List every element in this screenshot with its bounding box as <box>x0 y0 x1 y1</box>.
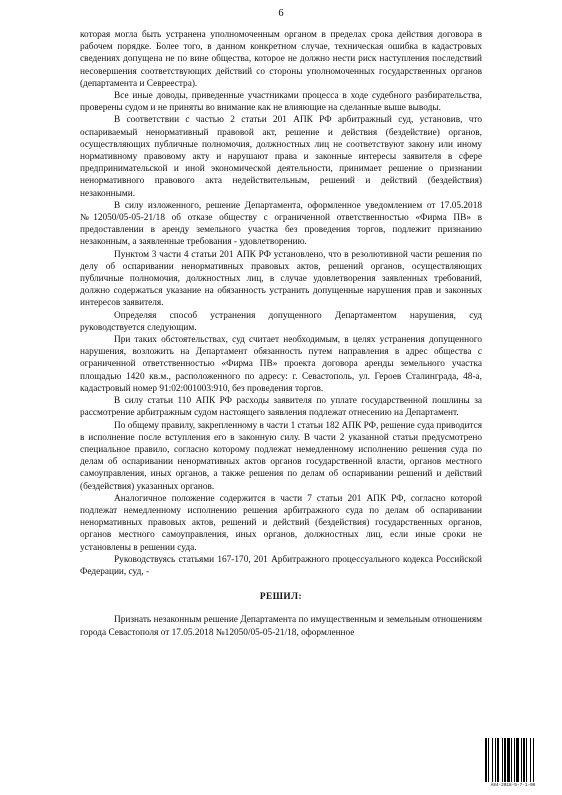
barcode-bar <box>514 738 515 782</box>
paragraph-8: В силу статьи 110 АПК РФ расходы заявителя по уплате государственной пошлины за рассмотрение арбитражным судом настоящего заявления подлежат отнесению на Департамент. <box>80 396 482 419</box>
barcode-bar <box>502 738 503 782</box>
barcode-bar <box>521 738 522 782</box>
barcode-bar <box>516 738 519 782</box>
barcode-bar <box>530 738 531 782</box>
barcode-bar <box>497 738 499 782</box>
paragraph-9: По общему правилу, закрепленному в части 1 статьи 182 АПК РФ, решение суда приводится в исполнение после вступления его в законную силу. В части 2 указанной статьи предусмотрено специальное правило, согласно которому подлежат немедленному исполнению решения суда по делам об оспаривании ненормативных актов органов государственной власти, органов местного самоуправления, иных органов, а также решения по делам об оспаривании решений и действий (бездействия) указанных органов. <box>80 420 482 492</box>
barcode-bar <box>504 738 506 782</box>
paragraph-7: При таких обстоятельствах, суд считает необходимым, в целях устранения допущенного нарушения, возложить на Департамент обязанность путем направления в адрес общества с ограниченной ответственностью «Фирма ПВ» проекта договора аренды земельного участка площадью 1420 кв.м., расположенного по адресу: г. Севастополь, ул. Героев Сталинграда, 48-а, кадастровый номер 91:02:001003:910, без проведения торгов. <box>80 335 482 394</box>
paragraph-10: Аналогичное положение содержится в части 7 статьи 201 АПК РФ, согласно которой подлежат немедленному исполнению решения арбитражного суда по делам об оспаривании ненормативных правовых актов, решений и действий (бездействия) государственных органов, органов местного самоуправления, иных органов, должностных лиц, если иные сроки не установлены в решении суда. <box>80 493 482 553</box>
decision-heading: РЕШИЛ: <box>259 592 303 603</box>
barcode <box>484 738 542 788</box>
barcode-bar <box>523 738 525 782</box>
barcode-bar <box>511 738 512 782</box>
barcode-bar <box>485 738 487 782</box>
paragraph-3: В соответствии с частью 2 статьи 201 АПК РФ арбитражный суд, установив, что оспариваемый ненормативный правовой акт, решение и действия (бездействие) органов, осуществляющих публичные полномочия, должностных лиц не соответствуют закону или иному нормативному правовому акту и нарушают права и законные интересы заявителя в сфере предпринимательской и иной экономической деятельности, принимает решение о признании ненормативного правового акта недействительным, решений и действий (бездействия) незаконными. <box>80 115 482 199</box>
paragraph-6: Определяя способ устранения допущенного Департаментом нарушения, суд руководствуется следующим. <box>80 310 482 333</box>
barcode-number: A84-2018-5-7-1-06 <box>490 783 536 788</box>
barcode-bar <box>533 738 534 782</box>
barcode-bar <box>488 738 489 782</box>
paragraph-4: В силу изложенного, решение Департамента, оформленное уведомлением от 17.05.2018 №12050/05-05-21/18 об отказе обществу с ограниченной ответственностью «Фирма ПВ» в предоставлении в аренду земельного участка без проведения торгов, подлежит признанию незаконным, а заявленные требования - удовлетворению. <box>80 200 482 248</box>
barcode-bar <box>507 738 510 782</box>
paragraph-1: которая могла быть устранена уполномоченным органом в пределах срока действия договора в рабочем порядке. Более того, в данном конкретном случае, техническая ошибка в кадастровых сведениях допущена не по вине общества, которое не должно нести риск наступления последствий несовершения соответствующих действий со стороны уполномоченных государственных органов (департамента и Севреестра). <box>80 30 482 89</box>
barcode-bar <box>495 738 496 782</box>
paragraph-5: Пунктом 3 части 4 статьи 201 АПК РФ установлено, что в резолютивной части решения по делу об оспаривании ненормативных правовых актов, решений органов, осуществляющих публичные полномочия, должностных лиц, в случае удовлетворения заявленных требований, должно содержаться указание на обязанность устранить допущенные нарушения прав и законных интересов заявителя. <box>80 249 482 309</box>
barcode-bar <box>492 738 493 782</box>
page-number: 6 <box>278 8 284 19</box>
barcode-bars <box>484 738 542 782</box>
barcode-bar <box>526 738 527 782</box>
paragraph-11: Руководствуясь статьями 167-170, 201 Арбитражного процессуального кодекса Российской Федерации, суд, - <box>80 554 482 577</box>
document-body <box>80 29 482 639</box>
paragraph-2: Все иные доводы, приведенные участниками процесса в ходе судебного разбирательства, проверены судом и не приняты во внимание как не влияющие на сделанные выше выводы. <box>80 91 482 114</box>
final-paragraph: Признать незаконным решение Департамента по имущественным и земельным отношениям города Севастополя от 17.05.2018 №12050/05-05-21/18, оформленное <box>80 615 482 638</box>
